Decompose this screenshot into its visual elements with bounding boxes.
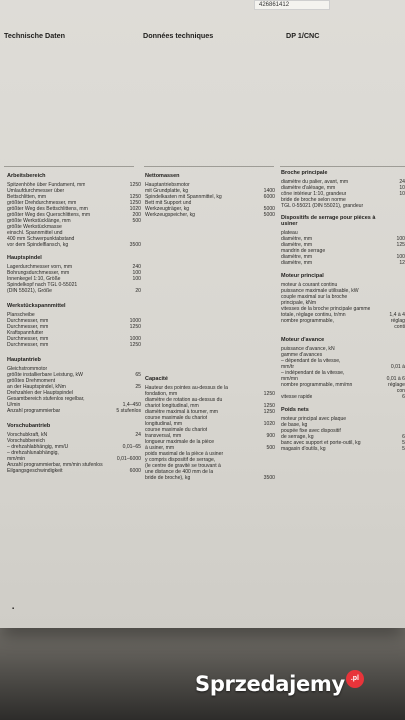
spec-label: vitesse rapide: [281, 394, 313, 400]
spec-value: 900: [266, 433, 275, 439]
spec-value: 1250: [129, 182, 141, 188]
spec-value: 1020: [129, 206, 141, 212]
spec-label: totale, réglage continu, tr/mn: [281, 312, 346, 318]
divider: [144, 166, 274, 167]
spec-label: größter Drehdurchmesser, mm: [7, 200, 77, 206]
spec-value: 200: [132, 212, 141, 218]
spec-label: fondation, mm: [145, 391, 178, 397]
spec-value: 1000: [129, 318, 141, 324]
spec-label: mm/mn: [281, 376, 298, 382]
spec-value: réglage: [388, 382, 405, 388]
spec-label: cône intérieur 1:10, grandeur: [281, 191, 347, 197]
spec-value: 0,01 à 6: [386, 376, 405, 382]
spec-value: 6: [402, 434, 405, 440]
spec-row: [145, 475, 275, 481]
section-title: Nettomassen: [145, 173, 180, 179]
spec-value: conti: [394, 324, 405, 330]
spec-label: Bett mit Support und: [145, 200, 192, 206]
spec-label: Gleichstrommotor: [7, 366, 48, 372]
spec-label: – drehzahlunabhängig,: [7, 450, 59, 456]
spec-value: 1250: [129, 342, 141, 348]
spec-value: con: [396, 388, 405, 394]
spec-label: größtes Drehmoment: [7, 378, 56, 384]
spec-label: Gesamtbereich stufenlos regelbar,: [7, 396, 85, 402]
spec-value: 240: [132, 264, 141, 270]
spec-label: Eilgangsgeschwindigkeit: [7, 468, 63, 474]
spec-row: [281, 446, 405, 452]
spec-label: – dépendant de la vitesse,: [281, 358, 341, 364]
section-title: Capacité: [145, 376, 168, 382]
spec-label: vitesses de la broche principale gamme: [281, 306, 371, 312]
spec-label: diamètre maximal à tourner, mm: [145, 409, 219, 415]
spec-value: 12: [399, 260, 405, 266]
spec-label: à usiner, mm: [145, 445, 175, 451]
spec-value: 1250: [263, 403, 275, 409]
spec-value: 0,01–6000: [116, 456, 141, 462]
spec-label: diamètre de rotation au-dessus du: [145, 397, 223, 403]
section-title: Hauptantrieb: [7, 357, 41, 363]
section-vorschubantrieb: [7, 432, 141, 474]
spec-value: 10: [399, 191, 405, 197]
spec-label: nombre programmable,: [281, 318, 334, 324]
spec-value: 3500: [129, 242, 141, 248]
spec-value: 6000: [263, 194, 275, 200]
spec-label: – indépendant de la vitesse,: [281, 370, 345, 376]
spec-label: Anzahl programmierbar: [7, 408, 61, 414]
spec-label: Vorschubbereich: [7, 438, 45, 444]
section-poids: [281, 416, 405, 452]
section-title: Arbeitsbereich: [7, 173, 46, 179]
spec-value: 1250: [263, 391, 275, 397]
spec-label: longitudinal, mm: [145, 421, 183, 427]
spec-value: 100: [396, 254, 405, 260]
spec-value: 5000: [263, 206, 275, 212]
spec-label: longueur maximale de la pièce: [145, 439, 215, 445]
section-moteur: [281, 282, 405, 330]
section-title: Hauptspindel: [7, 255, 42, 261]
spec-label: vor dem Spindelflansch, kg: [7, 242, 69, 248]
header-right: DP 1/CNC: [286, 31, 320, 40]
spec-label: puissance maximale utilisable, kW: [281, 288, 359, 294]
spec-label: Innenkegel 1:10, Größe: [7, 276, 61, 282]
section-werkstueckspannmittel: [7, 312, 141, 348]
spec-label: poids maximal de la pièce à usiner: [145, 451, 224, 457]
spec-value: 1250: [129, 194, 141, 200]
spec-value: 1400: [263, 188, 275, 194]
spec-label: Bettschlitten, mm: [7, 194, 47, 200]
spec-label: Durchmesser, mm: [7, 318, 49, 324]
spec-value: 3500: [263, 475, 275, 481]
spec-label: moteur principal avec plaque: [281, 416, 347, 422]
spec-label: Spindelkopf nach TGL 0-55021: [7, 282, 78, 288]
spec-label: Werkzeugspeicher, kg: [145, 212, 196, 218]
spec-label: gamme d'avances: [281, 352, 323, 358]
section-hauptantrieb: [7, 366, 141, 414]
spec-label: principale, kNm: [281, 300, 317, 306]
spec-value: 5: [402, 446, 405, 452]
spec-value: 125: [396, 242, 405, 248]
spec-label: Vorschubkraft, kN: [7, 432, 48, 438]
section-capacite: [145, 385, 275, 481]
section-hauptspindel: [7, 264, 141, 294]
spec-label: diamètre, mm: [281, 236, 313, 242]
spec-value: 25: [135, 384, 141, 390]
spec-row: [7, 468, 141, 474]
spec-value: 1000: [129, 336, 141, 342]
spec-label: größter Weg des Bettschlittens, mm: [7, 206, 88, 212]
spec-value: 0,01–65: [122, 444, 141, 450]
spec-value: 1250: [129, 324, 141, 330]
spec-label: Planscheibe: [7, 312, 35, 318]
section-avance: [281, 346, 405, 400]
spec-label: transversal, mm: [145, 433, 182, 439]
spec-label: Durchmesser, mm: [7, 342, 49, 348]
spec-label: Bohrungsdurchmesser, mm: [7, 270, 70, 276]
spec-label: – drehzahlabhängig, mm/U: [7, 444, 69, 450]
section-title: Poids nets: [281, 407, 309, 413]
spec-value: 65: [135, 372, 141, 378]
spec-label: Werkzeugträger, kg: [145, 206, 190, 212]
spec-label: Lagerdurchmesser vorn, mm: [7, 264, 73, 270]
spec-value: 10: [399, 185, 405, 191]
spec-label: TGL 0-55021 (DIN 55021), grandeur: [281, 203, 364, 209]
spec-value: 500: [266, 445, 275, 451]
watermark-text: Sprzedajemy: [195, 672, 345, 696]
spec-value: 24: [399, 179, 405, 185]
spec-value: réglag: [390, 318, 405, 324]
spec-label: mandrin de serrage: [281, 248, 326, 254]
section-title: Broche principale: [281, 170, 328, 176]
section-title: Vorschubantrieb: [7, 423, 51, 429]
spec-value: 100: [132, 276, 141, 282]
divider: [4, 166, 134, 167]
spec-value: 6000: [129, 468, 141, 474]
spec-label: größte Werkstückmasse: [7, 224, 62, 230]
page-mark: ▪: [12, 606, 15, 612]
spec-label: de base, kg: [281, 422, 308, 428]
spec-label: Umlaufdurchmesser über: [7, 188, 65, 194]
spec-label: une distance de 400 mm de la: [145, 469, 214, 475]
spec-label: diamètre, mm: [281, 242, 313, 248]
divider: [280, 166, 405, 167]
spec-label: bride de broche selon norme: [281, 197, 346, 203]
spec-value: 500: [132, 218, 141, 224]
header-center: Données techniques: [143, 31, 214, 40]
spec-label: mm/min: [7, 456, 26, 462]
spec-label: mit Grundplatte, kg: [145, 188, 189, 194]
column-2: [145, 173, 275, 481]
spec-label: (le centre de gravité se trouvant à: [145, 463, 221, 469]
section-arbeitsbereich: [7, 182, 141, 248]
spec-value: 5: [402, 440, 405, 446]
spec-label: Spindelkasten mit Spannmittel, kg: [145, 194, 222, 200]
spec-label: puissance d'avance, kN: [281, 346, 335, 352]
spec-label: diamètre, mm: [281, 260, 313, 266]
spec-label: de serrage, kg: [281, 434, 314, 440]
spec-label: U/min: [7, 402, 21, 408]
spec-value: 100: [396, 236, 405, 242]
spec-label: couple maximal sur la broche: [281, 294, 348, 300]
spec-label: diamètre d'alésage, mm: [281, 185, 336, 191]
spec-label: diamètre, mm: [281, 254, 313, 260]
section-title: Dispositifs de serrage pour pièces à usiner: [281, 215, 376, 227]
spec-label: einschl. Spannmittel und: [7, 230, 63, 236]
spec-label: moteur à courant continu: [281, 282, 338, 288]
spec-label: poupée fixe avec dispositif: [281, 428, 341, 434]
tag-number: 426861412: [254, 0, 330, 10]
spec-label: Spitzenhöhe über Fundament, mm: [7, 182, 86, 188]
spec-value: 1250: [129, 200, 141, 206]
spec-label: größter Weg des Querschlittens, mm: [7, 212, 91, 218]
spec-label: Durchmesser, mm: [7, 336, 49, 342]
spec-label: bride de broche), kg: [145, 475, 191, 481]
spec-label: Kraftspannfutter: [7, 330, 44, 336]
header-left: Technische Daten: [4, 31, 65, 40]
section-title: Moteur principal: [281, 273, 324, 279]
spec-value: 5000: [263, 212, 275, 218]
spec-label: nombre programmable, mm/mn: [281, 382, 353, 388]
spec-label: größte installierbare Leistung, kW: [7, 372, 83, 378]
spec-label: mm/tr: [281, 364, 295, 370]
spec-value: 100: [132, 270, 141, 276]
section-nettomassen: [145, 182, 275, 218]
spec-label: chariot longitudinal, mm: [145, 403, 199, 409]
spec-value: 0,01 à: [390, 364, 405, 370]
watermark-badge: .pl: [346, 670, 364, 688]
spec-label: 400 mm Schwerpunktabstand: [7, 236, 75, 242]
spec-value: 6: [402, 394, 405, 400]
spec-value: 5 stufenlos: [116, 408, 141, 414]
column-3: [281, 170, 405, 452]
spec-label: an der Hauptspindel, kNm: [7, 384, 66, 390]
spec-value: 1250: [263, 409, 275, 415]
spec-label: plateau: [281, 230, 298, 236]
spec-value: 24: [135, 432, 141, 438]
spec-label: Durchmesser, mm: [7, 324, 49, 330]
spec-label: magasin d'outils, kg: [281, 446, 326, 452]
column-1: [7, 173, 141, 474]
watermark-logo: [195, 667, 395, 701]
spec-label: course maximale du chariot: [145, 415, 208, 421]
spec-label: y compris dispositif de serrage,: [145, 457, 216, 463]
section-serrage: [281, 230, 405, 266]
spec-value: 1,4 à 4: [389, 312, 405, 318]
spec-label: course maximale du chariot: [145, 427, 208, 433]
spec-label: Hauptantriebsmotor: [145, 182, 190, 188]
spec-label: banc avec support et porte-outil, kg: [281, 440, 361, 446]
spec-label: (DIN 55021), Größe: [7, 288, 53, 294]
spec-label: Anzahl programmierbar, mm/min stufenlos: [7, 462, 103, 468]
spec-label: Hauteur des pointes au-dessus de la: [145, 385, 228, 391]
spec-label: größte Werkstücklänge, mm: [7, 218, 71, 224]
section-title: Werkstückspannmittel: [7, 303, 66, 309]
section-broche: [281, 179, 405, 209]
spec-value: 20: [135, 288, 141, 294]
spec-label: Drehzahlen der Hauptspindel: [7, 390, 73, 396]
spec-label: diamètre du palier, avant, mm: [281, 179, 349, 185]
section-title: Moteur d'avance: [281, 337, 325, 343]
spec-value: 1020: [263, 421, 275, 427]
spec-value: 1,4–450: [122, 402, 141, 408]
